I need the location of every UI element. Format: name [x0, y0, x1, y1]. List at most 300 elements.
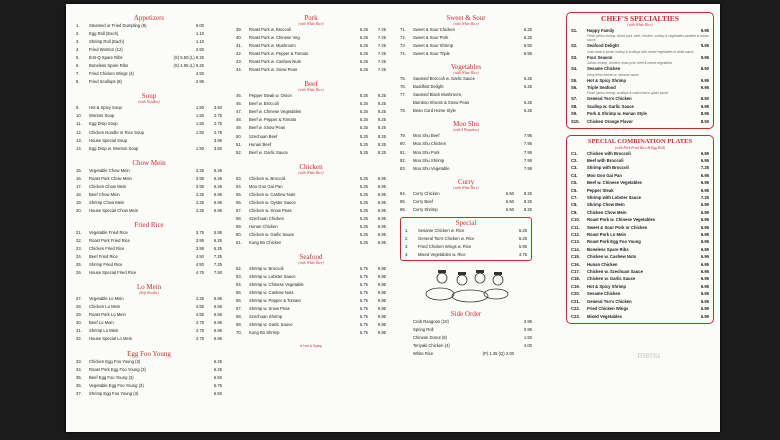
- item-number: S9.: [571, 111, 578, 117]
- item-name: Roast Pork Egg Foo Young (3): [89, 366, 146, 372]
- item-price: 6.95: [700, 187, 709, 193]
- item-name: Shrimp with Lobster Sauce: [587, 195, 641, 200]
- section-subtitle: (with Pork Fried Rice & Egg Roll): [615, 145, 665, 150]
- menu-item-row: [76, 269, 222, 277]
- item-number: 1.: [76, 23, 80, 28]
- item-name: General Tso's Chicken w. Rice: [418, 235, 475, 241]
- menu-item-row: [571, 298, 709, 305]
- item-description: Fresh jumbo shrimp, scallops & crab meat w. garlic sauce: [587, 91, 669, 96]
- item-price-large: 6.95: [377, 207, 386, 213]
- menu-item-row: [571, 110, 709, 117]
- menu-item-row: [76, 30, 222, 38]
- item-name: Chicken w. Snow Peas: [249, 207, 292, 213]
- item-price-large: 6.95: [213, 336, 222, 342]
- item-price-small: 5.75: [359, 330, 368, 336]
- item-price-small: 3.95: [195, 175, 204, 181]
- item-name: General Tso's Chicken: [587, 96, 632, 102]
- menu-item-row: [236, 199, 386, 207]
- menu-item-row: [76, 38, 222, 46]
- item-name: Shrimp with Broccoli: [587, 165, 629, 171]
- menu-item-row: [236, 321, 386, 329]
- menu-item-row: [571, 194, 709, 201]
- item-name: Moo Shu Vegetable: [413, 165, 450, 171]
- section-title: Sweet & Sour: [446, 14, 486, 22]
- item-name: Spring Roll: [413, 327, 434, 333]
- item-price: 9.95: [700, 28, 709, 33]
- item-price: 8.95: [700, 111, 709, 117]
- item-price-large: 7.95: [523, 165, 532, 171]
- menu-item-row: [236, 239, 386, 247]
- item-price: 6.95: [700, 232, 709, 238]
- item-price-large: 8.25: [377, 133, 386, 139]
- item-name: Curry Chicken: [413, 190, 440, 196]
- menu-item-row: [236, 92, 386, 100]
- item-name: Chicken w. Garlic Sauce: [587, 276, 636, 282]
- item-name: Fried Chicken Wings (4): [89, 71, 134, 77]
- item-price-large: 8.25: [377, 149, 386, 155]
- item-name: House Special Fried Rice: [89, 270, 137, 276]
- menu-item-row: [236, 231, 386, 239]
- item-description: Fresh jumbo shrimp, sliced pork, beef, chicken, scallop & vegetables sauteed in brown sauce: [587, 34, 709, 43]
- item-name: Sesame Chicken w. Rice: [418, 227, 465, 233]
- item-number: 2.: [405, 235, 409, 241]
- item-price-small: 4.75: [195, 336, 204, 342]
- item-price-small: [496, 50, 514, 58]
- menu-item-row: [571, 268, 709, 275]
- item-number: 56.: [236, 199, 242, 205]
- item-number: 79.: [400, 133, 406, 139]
- item-price-small: [186, 374, 204, 382]
- item-name: Chicken w. Cashew Nuts: [587, 254, 637, 260]
- item-price-large: 6.95: [213, 328, 222, 334]
- item-number: 15.: [76, 167, 82, 173]
- section-title: Appetizers: [133, 14, 165, 22]
- item-price-small: [496, 107, 514, 115]
- item-price-large: 4.00: [523, 343, 532, 349]
- item-price-large: 6.55: [213, 312, 222, 318]
- menu-item-row: [571, 150, 709, 157]
- item-price-small: [496, 34, 514, 42]
- item-number: S4.: [571, 66, 578, 72]
- item-price-small: 5.75: [359, 274, 368, 280]
- item-price-large: 7.25: [213, 254, 222, 260]
- item-price-small: 4.55: [195, 312, 204, 318]
- item-number: 58.: [236, 215, 242, 221]
- item-number: S3.: [571, 54, 578, 60]
- item-number: S6.: [571, 85, 578, 91]
- column-2: [236, 12, 386, 348]
- item-number: 63.: [236, 274, 242, 280]
- item-price: 7.25: [700, 195, 709, 200]
- item-price-small: 5.25: [359, 207, 368, 213]
- item-number: 76.: [400, 84, 406, 90]
- item-name: Boneless Spare Ribs: [89, 63, 129, 69]
- menu-item-row: [571, 261, 709, 268]
- item-price-small: 5.25: [359, 175, 368, 181]
- item-price-large: 6.25: [523, 84, 532, 90]
- menu-item-row: [76, 129, 222, 137]
- item-name: Vegetable Fried Rice: [89, 229, 128, 235]
- menu-item-row: [76, 311, 222, 319]
- soup-list: [76, 104, 222, 152]
- item-price: 6.95: [700, 269, 709, 275]
- menu-item-row: [76, 145, 222, 153]
- item-price-large: 7.25: [377, 51, 386, 57]
- item-name: Curry Beef: [413, 198, 434, 204]
- menu-item-row: [236, 329, 386, 337]
- item-price-small: 5.25: [359, 43, 368, 49]
- item-name: Steamed or Fried Dumpling (8): [89, 23, 147, 28]
- item-price-small: 5.75: [359, 282, 368, 288]
- item-price: 6.95: [700, 283, 709, 289]
- menu-item-row: [236, 175, 386, 183]
- menu-item-row: [236, 50, 386, 58]
- item-name: Shrimp w. Lobster Sauce: [249, 274, 296, 280]
- item-name: Hunan Beef: [249, 141, 272, 147]
- menu-item-row: [236, 66, 386, 74]
- menu-item-row: [236, 58, 386, 66]
- item-price-small: 5.25: [359, 27, 368, 32]
- item-name: Shrimp Egg Foo Young (3): [89, 390, 139, 396]
- item-price-large: 7.95: [523, 133, 532, 139]
- section-subtitle: (with White Rice): [453, 71, 479, 76]
- item-number: 62.: [236, 266, 242, 272]
- item-price: 6.95: [700, 157, 709, 163]
- item-number: 11.: [76, 121, 82, 127]
- item-number: 20.: [76, 207, 82, 213]
- item-name: Egg Drop w. Wonton Soup: [89, 145, 139, 151]
- item-number: 54.: [236, 183, 242, 189]
- item-price-small: 2.50: [195, 47, 204, 53]
- item-price-small: 3.25: [195, 167, 204, 173]
- item-price-large: 5.95: [213, 229, 222, 235]
- item-name: Szechuan Beef: [249, 133, 278, 139]
- menu-item-row: [571, 84, 709, 91]
- item-name: Buddhist Delight: [413, 84, 444, 90]
- item-number: 35.: [76, 374, 82, 380]
- item-number: 77.: [400, 92, 406, 98]
- item-price-small: 5.25: [359, 149, 368, 155]
- item-number: 70.: [236, 330, 242, 336]
- watermark-logo: menu: [637, 350, 660, 360]
- item-number: [400, 99, 413, 107]
- menu-item-row: [76, 112, 222, 120]
- item-price-small: [496, 149, 514, 157]
- menu-item-row: [400, 42, 532, 50]
- item-price-large: 6.95: [213, 191, 222, 197]
- menu-item-row: [571, 95, 709, 102]
- section-subtitle: (with White Rice): [453, 22, 479, 26]
- item-price-large: [514, 91, 532, 99]
- section-subtitle: (with White Rice): [627, 23, 653, 27]
- item-price-small: 4.50: [195, 71, 204, 77]
- item-number: 69.: [236, 322, 242, 328]
- item-name: Happy Family: [587, 28, 615, 33]
- sideorder-list: [400, 318, 532, 358]
- item-price-large: 4.75: [518, 251, 527, 257]
- item-number: 31.: [76, 328, 82, 334]
- item-price-large: [514, 350, 532, 358]
- section-subtitle: (with White Rice): [298, 88, 324, 93]
- menu-item-row: [76, 374, 222, 382]
- menu-item-row: [236, 265, 386, 273]
- item-price-small: [496, 75, 514, 83]
- menu-item-row: [571, 103, 709, 110]
- item-number: [400, 334, 413, 342]
- item-price-large: 6.25: [213, 183, 222, 189]
- menu-item-row: [236, 305, 386, 313]
- menu-item-row: [236, 116, 386, 124]
- item-price-large: 6.25: [213, 366, 222, 372]
- item-number: 68.: [236, 314, 242, 320]
- item-number: C8.: [571, 202, 578, 208]
- menu-item-row: [400, 198, 532, 206]
- item-number: 5.: [76, 55, 80, 61]
- menu-item-row: [571, 164, 709, 171]
- item-price: 9.95: [700, 54, 709, 60]
- item-number: 14.: [76, 145, 82, 151]
- item-name: Chinese Donut (8): [413, 335, 447, 341]
- item-price-large: 6.95: [213, 207, 222, 213]
- item-price-small: 5.50: [505, 198, 514, 204]
- item-number: 17.: [76, 183, 82, 189]
- menu-item-row: [76, 237, 222, 245]
- item-number: 42.: [236, 51, 242, 57]
- item-number: 25.: [76, 262, 82, 268]
- item-number: 22.: [76, 237, 82, 243]
- item-number: 82.: [400, 157, 406, 163]
- item-name: Moo Goo Gai Pan: [249, 183, 283, 189]
- chef-illustration: [400, 264, 532, 308]
- pork-list: [236, 26, 386, 74]
- item-number: 51.: [236, 141, 242, 147]
- menu-item-row: [76, 137, 222, 145]
- sweetsour-list: [400, 26, 532, 58]
- item-price-large: 9.95: [377, 266, 386, 272]
- item-price-small: 5.25: [359, 215, 368, 221]
- item-price-small: 1.50: [195, 129, 204, 135]
- item-number: C18.: [571, 276, 580, 282]
- item-name: Roast Pork w. Chinese Vegetables: [587, 217, 656, 223]
- item-price-small: 1.90: [195, 145, 204, 151]
- item-price-small: 2.95: [195, 79, 204, 85]
- item-number: S10.: [571, 118, 580, 124]
- item-price-small: 5.25: [359, 199, 368, 205]
- section-subtitle: (with 4 Pancakes): [453, 128, 479, 133]
- item-number: 65.: [236, 290, 242, 296]
- item-number: 71.: [400, 27, 406, 32]
- item-name: Beef Chow Mein: [89, 191, 120, 197]
- item-name: Chicken with Broccoli: [587, 150, 631, 156]
- item-name: Shrimp Roll (Each): [89, 39, 125, 45]
- menu-item-row: [236, 149, 386, 157]
- menu-item-row: [236, 42, 386, 50]
- item-name: Wonton Soup: [89, 113, 115, 119]
- item-number: 85.: [400, 198, 406, 204]
- item-price-large: 6.25: [523, 76, 532, 82]
- item-name: Beef Lo Mein: [89, 320, 114, 326]
- item-name: Beef w. Chinese Vegetables: [249, 109, 302, 115]
- item-price-large: 7.25: [377, 35, 386, 41]
- item-price-large: 6.25: [213, 246, 222, 252]
- eggfoo-list: [76, 358, 222, 398]
- item-price-small: 5.75: [359, 298, 368, 304]
- item-name: Bamboo Shoots & Snow Peas: [413, 100, 470, 106]
- menu-item-row: [76, 191, 222, 199]
- item-price: 8.50: [700, 66, 709, 72]
- item-price-small: 5.25: [359, 51, 368, 57]
- item-name: Curry Shrimp: [413, 206, 438, 212]
- item-number: 19.: [76, 199, 82, 205]
- item-price-small: [186, 366, 204, 374]
- item-number: 46.: [236, 101, 242, 107]
- item-price-large: 9.95: [377, 306, 386, 312]
- item-price-small: 5.25: [359, 191, 368, 197]
- menu-item-row: [571, 209, 709, 216]
- vegetables-list: [400, 75, 532, 115]
- item-price-small: 4.75: [195, 320, 204, 326]
- menu-item-row: [76, 382, 222, 390]
- item-price-small: 5.25: [359, 101, 368, 107]
- item-name: Beef with Broccoli: [587, 157, 624, 163]
- item-price-small: [491, 235, 509, 243]
- item-name: Moo Shu Shrimp: [413, 157, 445, 163]
- item-number: 52.: [236, 149, 242, 155]
- item-name: Four Season: [587, 54, 613, 60]
- item-number: 45.: [236, 93, 242, 99]
- item-price-large: 5.95: [518, 243, 527, 249]
- item-number: 12.: [76, 129, 82, 135]
- item-number: C15.: [571, 254, 580, 260]
- item-price-small: 1.10: [195, 39, 204, 45]
- menu-item-row: [76, 366, 222, 374]
- item-name: Sweet & Sour Shrimp: [413, 43, 454, 49]
- item-name: Szechuan Chicken: [249, 215, 284, 221]
- section-title: Seafood: [299, 253, 323, 262]
- item-price-large: [204, 30, 222, 38]
- item-price-small: 5.75: [359, 314, 368, 320]
- item-price-large: [204, 22, 222, 30]
- item-price-large: 6.50: [523, 43, 532, 49]
- item-number: C3.: [571, 165, 578, 171]
- item-number: [400, 326, 413, 334]
- item-name: Sweet & Sour Pork or Chicken: [587, 224, 648, 230]
- item-name: Sweet & Sour Pork: [413, 35, 449, 41]
- menu-item-row: [571, 275, 709, 282]
- item-number: 21.: [76, 229, 82, 235]
- item-name: Mixed Vegetables: [587, 313, 622, 319]
- menu-item-row: [236, 108, 386, 116]
- item-price-small: [496, 157, 514, 165]
- item-number: 13.: [76, 137, 82, 143]
- column-3: [400, 12, 532, 358]
- item-number: S5.: [571, 77, 578, 83]
- item-number: 80.: [400, 141, 406, 147]
- item-price-small: 5.25: [359, 223, 368, 229]
- menu-item-row: [400, 190, 532, 198]
- chefs-list: [571, 27, 709, 125]
- item-number: 4.: [76, 47, 80, 53]
- menu-item-row: [405, 251, 527, 259]
- item-number: 83.: [400, 165, 406, 171]
- item-name: Hot & Spicy Shrimp: [587, 77, 627, 83]
- menu-item-row: [571, 290, 709, 297]
- item-number: C13.: [571, 239, 580, 245]
- item-price-small: 1.50: [195, 113, 204, 119]
- item-name: Roast Pork w. Pepper & Tomato: [249, 51, 309, 57]
- menu-item-row: [76, 54, 222, 62]
- combo-list: [571, 150, 709, 320]
- curry-list: [400, 190, 532, 214]
- item-number: 34.: [76, 366, 82, 372]
- item-name: Pepper Steak w. Onion: [249, 93, 292, 99]
- item-price-small: 5.75: [359, 306, 368, 312]
- item-number: 7.: [76, 71, 80, 77]
- menu-item-row: [400, 342, 532, 350]
- section-title: Chow Mein: [132, 158, 166, 167]
- item-price-small: [186, 382, 204, 390]
- item-price-large: 6.95: [377, 191, 386, 197]
- item-number: 61.: [236, 240, 242, 246]
- item-name: Chicken Orange Flavor: [587, 118, 633, 124]
- item-description: Deep fried chicken w. sesame sauce: [587, 72, 639, 77]
- special-box: [400, 217, 532, 261]
- item-price-small: [186, 390, 204, 398]
- item-number: [400, 350, 413, 358]
- menu-item-row: [236, 34, 386, 42]
- item-price-large: [204, 78, 222, 86]
- item-name: Boneless Spare Ribs: [587, 246, 629, 252]
- item-name: Chicken w. Garlic Sauce: [249, 231, 295, 237]
- item-price-small: 3.95: [195, 246, 204, 252]
- item-number: 84.: [400, 190, 406, 196]
- menu-item-row: [400, 75, 532, 83]
- item-price-large: 7.95: [523, 141, 532, 147]
- item-price-large: 3.50: [213, 105, 222, 111]
- menu-item-row: [76, 46, 222, 54]
- item-name: Chicken Chow Mein: [587, 209, 627, 215]
- menu-item-row: [76, 245, 222, 253]
- friedrice-list: [76, 229, 222, 277]
- item-number: 81.: [400, 149, 406, 155]
- item-number: 49.: [236, 125, 242, 131]
- item-price-large: 8.25: [377, 125, 386, 131]
- section-title: Pork: [304, 14, 318, 22]
- item-price-large: 8.25: [377, 117, 386, 123]
- item-price-large: 9.95: [377, 282, 386, 288]
- item-price: 9.95: [700, 103, 709, 109]
- item-price-small: [496, 342, 514, 350]
- item-name: Shrimp Fried Rice: [89, 262, 123, 268]
- item-price-large: 7.25: [377, 27, 386, 32]
- item-name: Moo Shu Beef: [413, 133, 440, 139]
- item-price-small: 1.50: [195, 121, 204, 127]
- item-name: Chicken w. Broccoli: [249, 175, 286, 181]
- menu-item-row: [76, 78, 222, 86]
- item-name: Chicken Fried Rice: [89, 246, 125, 252]
- menu-item-row: [571, 253, 709, 260]
- menu-item-row: [405, 243, 527, 251]
- item-number: 3.: [76, 39, 80, 45]
- item-price: 6.95: [700, 313, 709, 319]
- item-price: 6.95: [700, 276, 709, 282]
- menu-item-row: [400, 132, 532, 140]
- item-price-small: 5.75: [359, 266, 368, 272]
- item-price: 8.50: [700, 96, 709, 102]
- appetizers-list: [76, 22, 222, 86]
- item-number: 37.: [76, 390, 82, 396]
- item-name: Beef w. Garlic Sauce: [249, 149, 288, 155]
